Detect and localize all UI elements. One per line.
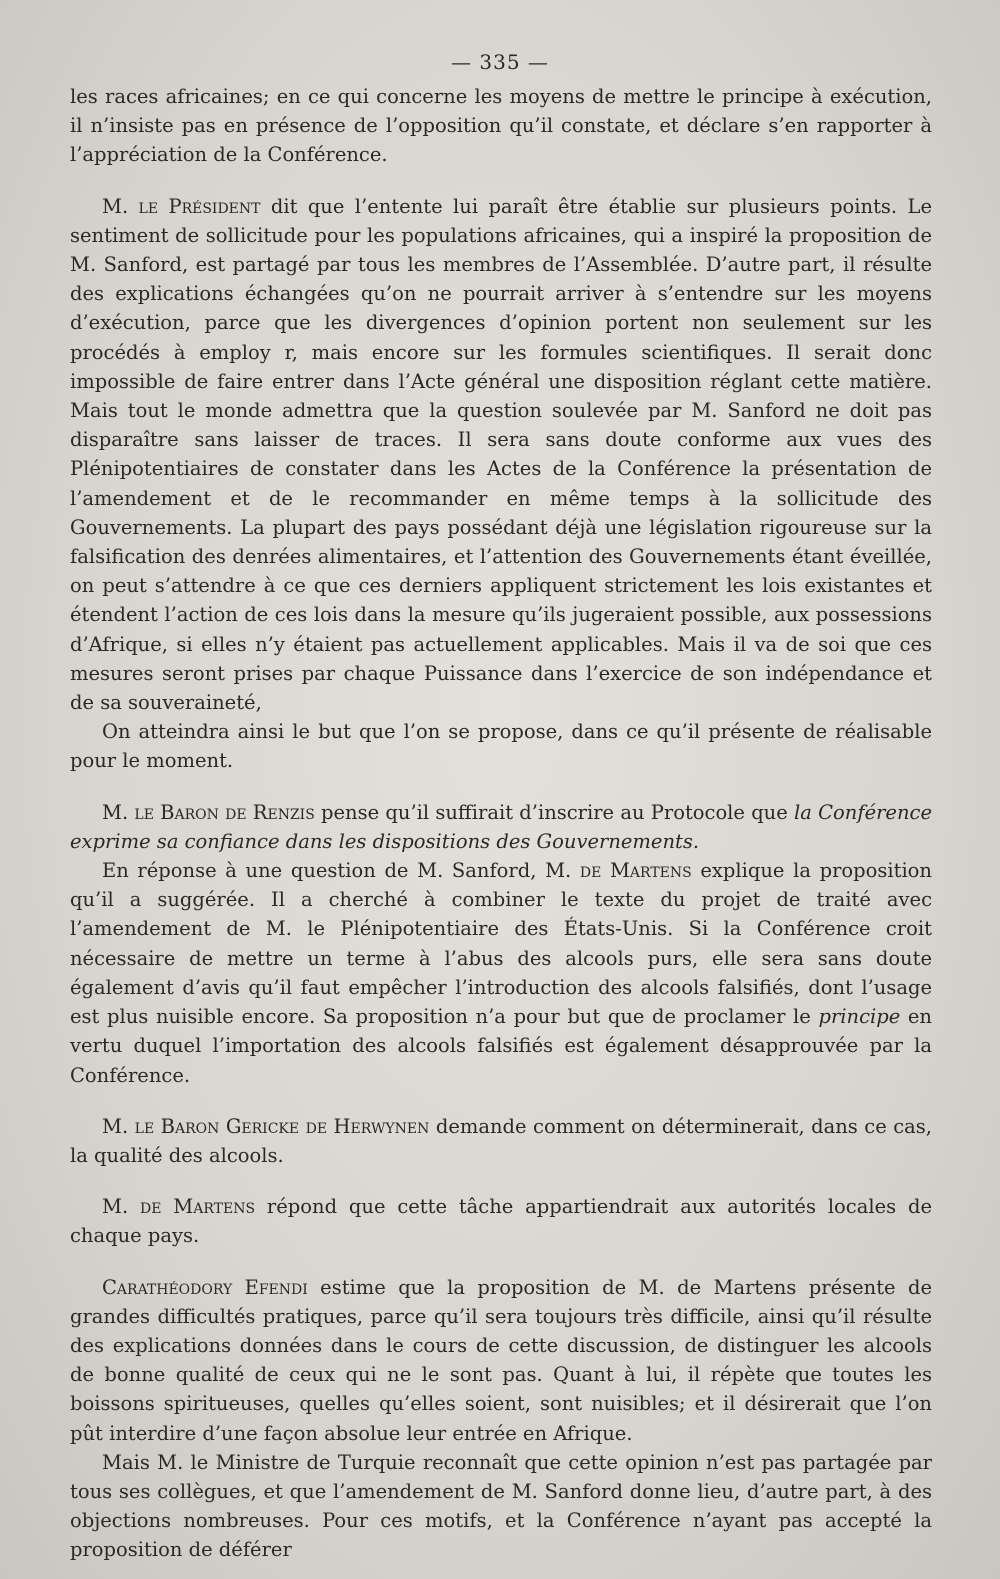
paragraph-text: explique la proposition qu’il a suggérée. Il a cherché à combiner le texte du projet de traité avec l’amendement de M. le Plénipotentiaire des États-Unis. Si la Conférence croit nécessaire de mettre un terme à l’abus des alcools purs, elle sera sans doute également d’avis qu’il faut empêcher l’introduction des alcools falsifiés, dont l’usage est plus nuisible encore. Sa proposition n’a pour but que de proclamer le [70, 859, 932, 1029]
paragraph-renzis [70, 798, 932, 856]
paragraph-text: estime que la proposition de M. de Martens présente de grandes difficultés pratiques, parce qu’il sera toujours très difficile, ainsi qu’il résulte des explications données dans le cours de cette discussion, de distinguer les alcools de bonne qualité de ceux qui ne le sont pas. Quant à lui, il répète que toutes les boissons spiritueuses, quelles qu’elles soient, sont nuisibles; et il désirerait que l’on pût interdire d’une façon absolue leur entrée en Afrique. [70, 1275, 932, 1445]
speaker-name: M. le Baron Gericke de Herwynen [102, 1114, 430, 1138]
paragraph-gericke [70, 1112, 932, 1170]
speaker-name: M. de Martens [102, 1195, 256, 1219]
speaker-name: Carathéodory Efendi [102, 1275, 308, 1299]
page-body [70, 82, 932, 1565]
paragraph-text: En réponse à une question de M. Sanford, M. [102, 859, 580, 883]
paragraph-conclusion: On atteindra ainsi le but que l’on se propose, dans ce qu’il présente de réalisable pour le moment. [70, 720, 932, 773]
italic-word: principe [818, 1005, 901, 1029]
page-number: — 335 — [451, 50, 549, 74]
paragraph-turkey-minister: Mais M. le Ministre de Turquie reconnaît que cette opinion n’est pas partagée par tous ses collègues, et que l’amendement de M. Sanford donne lieu, d’autre part, à des objections nombreuses. Pour ces motifs, et la Conférence n’ayant pas accepté la proposition de déférer [70, 1450, 932, 1562]
paragraph-text: demande comment on déterminerait, dans ce cas, la qualité des alcools. [70, 1114, 932, 1167]
italic-quote: la Conférence exprime sa confiance dans les dispositions des Gouvernements. [70, 800, 932, 853]
paragraph-martens-answer [70, 1192, 932, 1250]
paragraph-text: répond que cette tâche appartiendrait aux autorités locales de chaque pays. [70, 1195, 932, 1248]
speaker-name: de Martens [579, 859, 692, 883]
paragraph-martens-reply [70, 856, 932, 1090]
speaker-name: M. le Baron de Renzis [102, 800, 315, 824]
paragraph-text: dit que l’entente lui paraît être établie sur plusieurs points. Le sentiment de sollicitude pour les populations africaines, qui a inspiré la proposition de M. Sanford, est partagé par tous les membres de l’Assemblée. D’autre part, il résulte des explications échangées qu’on ne pourrait arriver à s’entendre sur les moyens d’exécution, parce que les divergences d’opinion portent non seulement sur les procédés à employ r, mais encore sur les formules scientifiques. Il serait donc impossible de faire entrer dans l’Acte général une disposition réglant cette matière. Mais tout le monde admettra que la question soulevée par M. Sanford ne doit pas disparaître sans laisser de traces. Il sera sans doute conforme aux vues des Plénipotentiaires de constater dans les Actes de la Conférence la présentation de l’amendement et de le recommander en même temps à la sollicitude des Gouvernements. La plupart des pays possédant déjà une législation rigoureuse sur la falsification des denrées alimentaires, et l’attention des Gouvernements étant éveillée, on peut s’attendre à ce que ces derniers appliquent strictement les lois existantes et étendent l’action de ces lois dans la mesure qu’ils jugeraient possible, aux possessions d’Afrique, si elles n’y étaient pas actuellement applicables. Mais il va de soi que ces mesures seront prises par chaque Puissance dans l’exercice de son indépendance et de sa souveraineté, [70, 194, 932, 715]
speaker-name: M. le Président [102, 194, 261, 218]
paragraph-caratheodory [70, 1273, 932, 1448]
paragraph-text: pense qu’il suffirait d’inscrire au Protocole que [314, 800, 795, 824]
paragraph-president [70, 192, 932, 718]
paragraph-continuation: les races africaines; en ce qui concerne les moyens de mettre le principe à exécution, il n’insiste pas en présence de l’opposition qu’il constate, et déclare s’en rapporter à l’appréciation de la Conférence. [70, 85, 932, 167]
paragraph-text: en vertu duquel l’importation des alcools falsifiés est également désapprouvée par la Conférence. [70, 1005, 932, 1087]
